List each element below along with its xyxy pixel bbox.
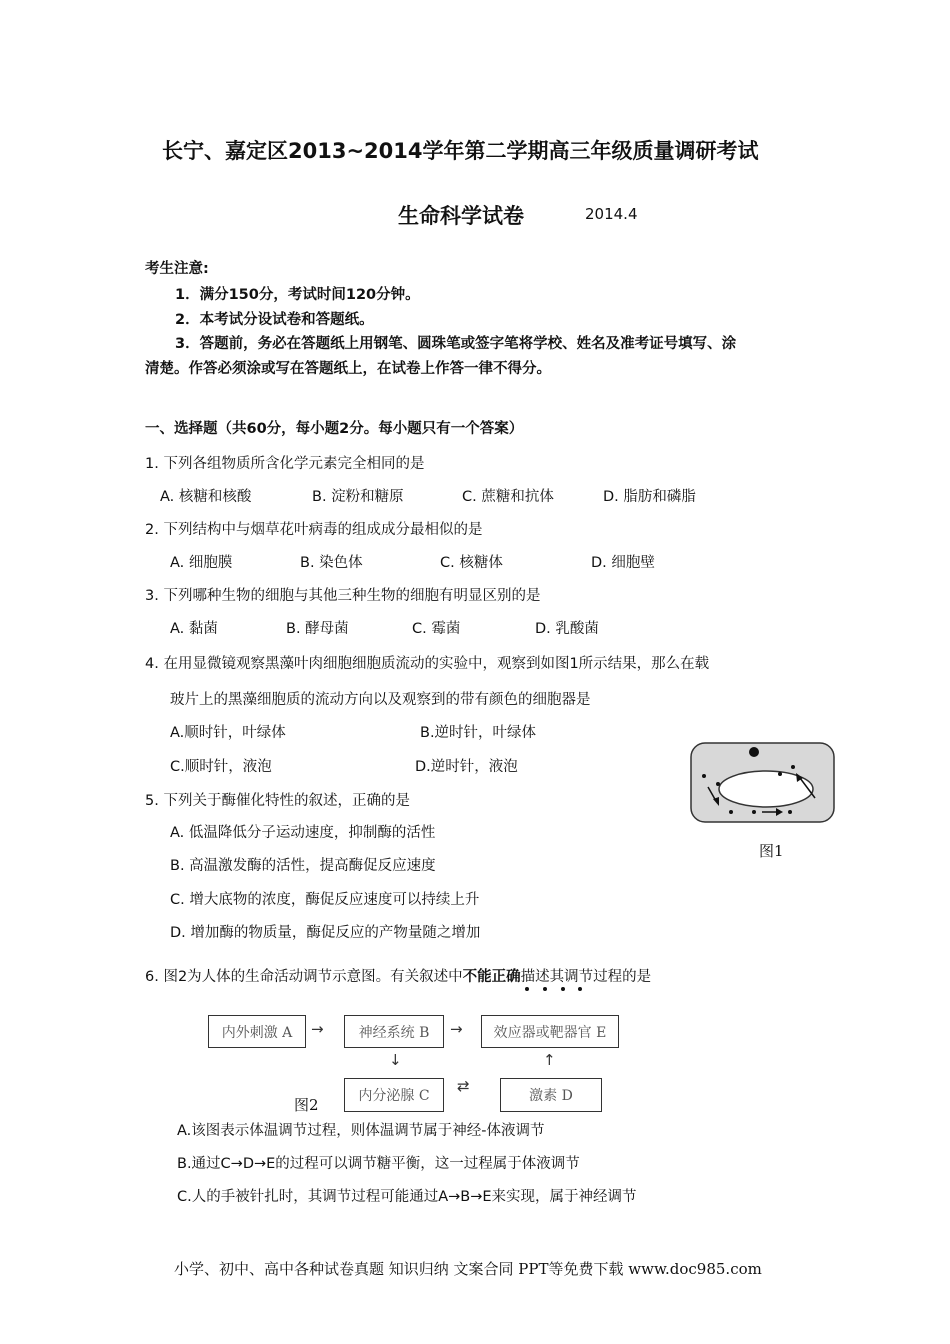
chloroplast (788, 810, 792, 814)
question-4-stem-line-2: 玻片上的黑藻细胞质的流动方向以及观察到的带有颜色的细胞器是 (170, 692, 591, 708)
question-4-option-c: C.顺时针，液泡 (170, 759, 272, 775)
chloroplast (791, 765, 795, 769)
question-1-option-c: C. 蔗糖和抗体 (462, 489, 554, 505)
question-6-option-b: B.通过C→D→E的过程可以调节糖平衡，这一过程属于体液调节 (177, 1156, 580, 1172)
node-effector-e: 效应器或靶器官 E (481, 1015, 619, 1048)
chloroplast (716, 782, 720, 786)
chloroplast (702, 774, 706, 778)
arrow-d-to-e: ↑ (543, 1051, 556, 1069)
arrow-b-to-c: ↓ (389, 1051, 402, 1069)
question-4-stem-line-1: 4. 在用显微镜观察黑藻叶肉细胞细胞质流动的实验中，观察到如图1所示结果，那么在载 (145, 656, 710, 672)
question-5-stem: 5. 下列关于酶催化特性的叙述，正确的是 (145, 793, 410, 809)
exam-date: 2014.4 (585, 205, 638, 223)
question-1-stem: 1. 下列各组物质所含化学元素完全相同的是 (145, 456, 425, 472)
node-stimulus-a: 内外刺激 A (208, 1015, 306, 1048)
arrow-c-d-exchange: ⇄ (457, 1077, 470, 1095)
question-6-stem (145, 965, 651, 986)
question-6-stem-post: 描述其调节过程的是 (520, 969, 652, 985)
question-5-option-b: B. 高温激发酶的活性，提高酶促反应速度 (170, 858, 436, 874)
emphasis-dot (525, 987, 529, 991)
question-3-stem: 3. 下列哪种生物的细胞与其他三种生物的细胞有明显区别的是 (145, 588, 541, 604)
question-3-option-d: D. 乳酸菌 (535, 621, 599, 637)
notice-item-1: 1．满分150分，考试时间120分钟。 (175, 287, 420, 303)
node-endocrine-c: 内分泌腺 C (344, 1078, 444, 1112)
arrow-a-to-b: → (311, 1020, 324, 1038)
question-2-option-a: A. 细胞膜 (170, 555, 233, 571)
notice-heading: 考生注意: (145, 261, 209, 277)
figure-1-cell-diagram (690, 742, 836, 824)
question-5-option-d: D. 增加酶的物质量，酶促反应的产物量随之增加 (170, 925, 481, 941)
question-2-option-b: B. 染色体 (300, 555, 363, 571)
question-3-option-c: C. 霉菌 (412, 621, 461, 637)
footer-text: 小学、初中、高中各种试卷真题 知识归纳 文案合同 PPT等免费下载 www.doc985.com (174, 1260, 762, 1278)
chloroplast (752, 810, 756, 814)
question-2-option-c: C. 核糖体 (440, 555, 503, 571)
question-1-option-d: D. 脂肪和磷脂 (603, 489, 696, 505)
figure-1-caption: 图1 (759, 842, 784, 860)
emphasis-dot (578, 987, 582, 991)
question-6-stem-pre: 6. 图2为人体的生命活动调节示意图。有关叙述中 (145, 969, 463, 985)
question-6-option-a: A.该图表示体温调节过程，则体温调节属于神经-体液调节 (177, 1123, 545, 1139)
node-nervous-system-b: 神经系统 B (344, 1015, 444, 1048)
question-1-option-b: B. 淀粉和糖原 (312, 489, 404, 505)
question-1-option-a: A. 核糖和核酸 (160, 489, 252, 505)
question-4-option-d: D.逆时针，液泡 (415, 759, 518, 775)
question-6-option-c: C.人的手被针扎时，其调节过程可能通过A→B→E来实现，属于神经调节 (177, 1189, 637, 1205)
question-5-option-c: C. 增大底物的浓度，酶促反应速度可以持续上升 (170, 892, 480, 908)
notice-item-3b: 清楚。作答必须涂或写在答题纸上，在试卷上作答一律不得分。 (145, 361, 551, 377)
question-4-option-b: B.逆时针，叶绿体 (420, 725, 537, 741)
arrow-b-to-e: → (450, 1020, 463, 1038)
nucleus (749, 747, 759, 757)
question-2-stem: 2. 下列结构中与烟草花叶病毒的组成成分最相似的是 (145, 522, 483, 538)
question-5-option-a: A. 低温降低分子运动速度，抑制酶的活性 (170, 825, 436, 841)
question-3-option-a: A. 黏菌 (170, 621, 218, 637)
chloroplast (778, 772, 782, 776)
emphasis-dot (561, 987, 565, 991)
figure-2-caption: 图2 (294, 1096, 319, 1114)
emphasis-dot (543, 987, 547, 991)
question-4-option-a: A.顺时针，叶绿体 (170, 725, 286, 741)
chloroplast (729, 810, 733, 814)
notice-item-3a: 3．答题前，务必在答题纸上用钢笔、圆珠笔或签字笔将学校、姓名及准考证号填写、涂 (175, 336, 737, 352)
question-6-emphasis: 不能正确 (462, 969, 521, 985)
exam-title: 长宁、嘉定区2013~2014学年第二学期高三年级质量调研考试 (162, 139, 759, 163)
paper-subtitle: 生命科学试卷 (398, 204, 524, 228)
question-2-option-d: D. 细胞壁 (591, 555, 655, 571)
notice-item-2: 2．本考试分设试卷和答题纸。 (175, 312, 374, 328)
node-hormone-d: 激素 D (500, 1078, 602, 1112)
question-3-option-b: B. 酵母菌 (286, 621, 349, 637)
section-heading: 一、选择题（共60分，每小题2分。每小题只有一个答案） (145, 421, 524, 437)
